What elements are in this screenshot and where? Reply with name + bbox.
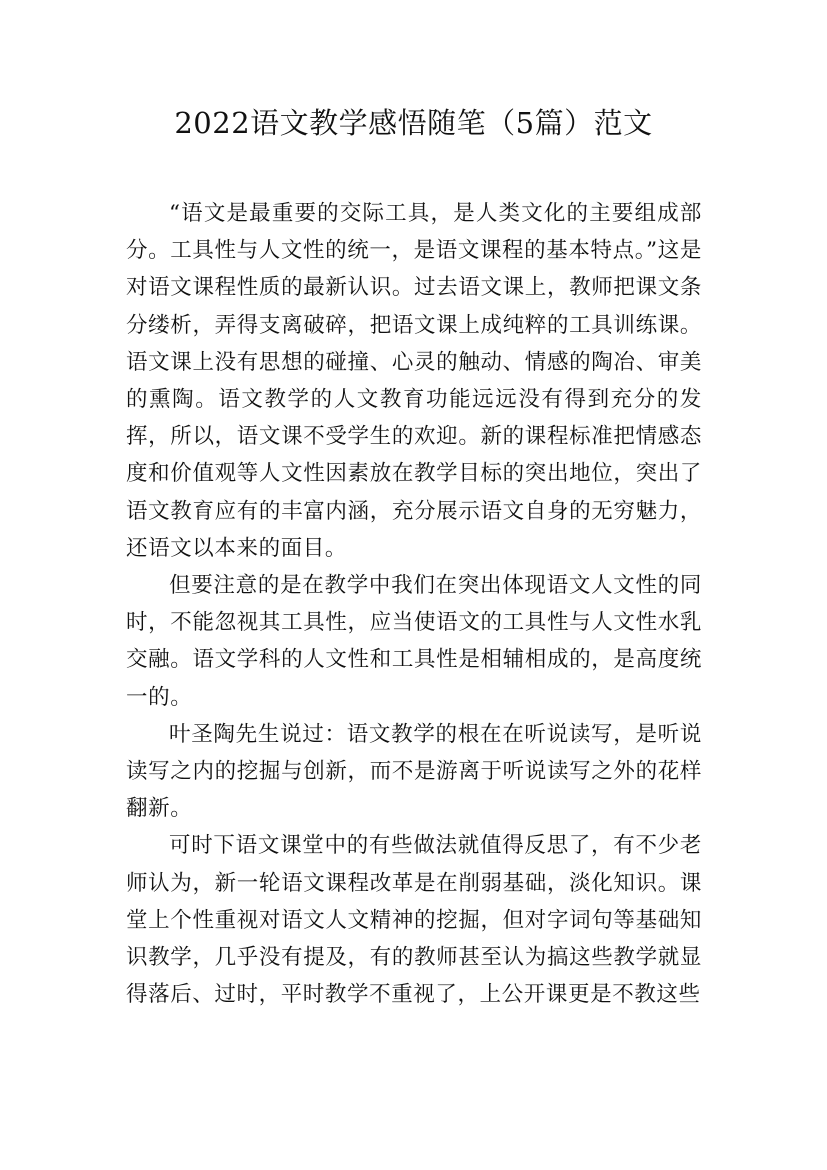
document-body [126,195,702,1013]
paragraph-1: “语文是最重要的交际工具，是人类文化的主要组成部分。工具性与人文性的统一，是语文课程的基本特点。”这是对语文课程性质的最新认识。过去语文课上，教师把课文条分缕析，弄得支离破碎，把语文课上成纯粹的工具训练课。语文课上没有思想的碰撞、心灵的触动、情感的陶冶、审美的熏陶。语文教学的人文教育功能远远没有得到充分的发挥，所以，语文课不受学生的欢迎。新的课程标准把情感态度和价值观等人文性因素放在教学目标的突出地位，突出了语文教育应有的丰富内涵，充分展示语文自身的无穷魅力，还语文以本来的面目。 [126,201,702,561]
paragraph-4: 可时下语文课堂中的有些做法就值得反思了，有不少老师认为，新一轮语文课程改革是在削弱基础，淡化知识。课堂上个性重视对语文人文精神的挖掘，但对字词句等基础知识教学，几乎没有提及，有的教师甚至认为搞这些教学就显得落后、过时，平时教学不重视了，上公开课更是不教这些 [126,833,702,1008]
document-title: 2022语文教学感悟随笔（5篇）范文 [174,106,653,140]
paragraph-3: 叶圣陶先生说过：语文教学的根在在听说读写，是听说读写之内的挖掘与创新，而不是游离于听说读写之外的花样翻新。 [126,721,702,822]
paragraph-2: 但要注意的是在教学中我们在突出体现语文人文性的同时，不能忽视其工具性，应当使语文的工具性与人文性水乳交融。语文学科的人文性和工具性是相辅相成的，是高度统一的。 [126,573,702,710]
